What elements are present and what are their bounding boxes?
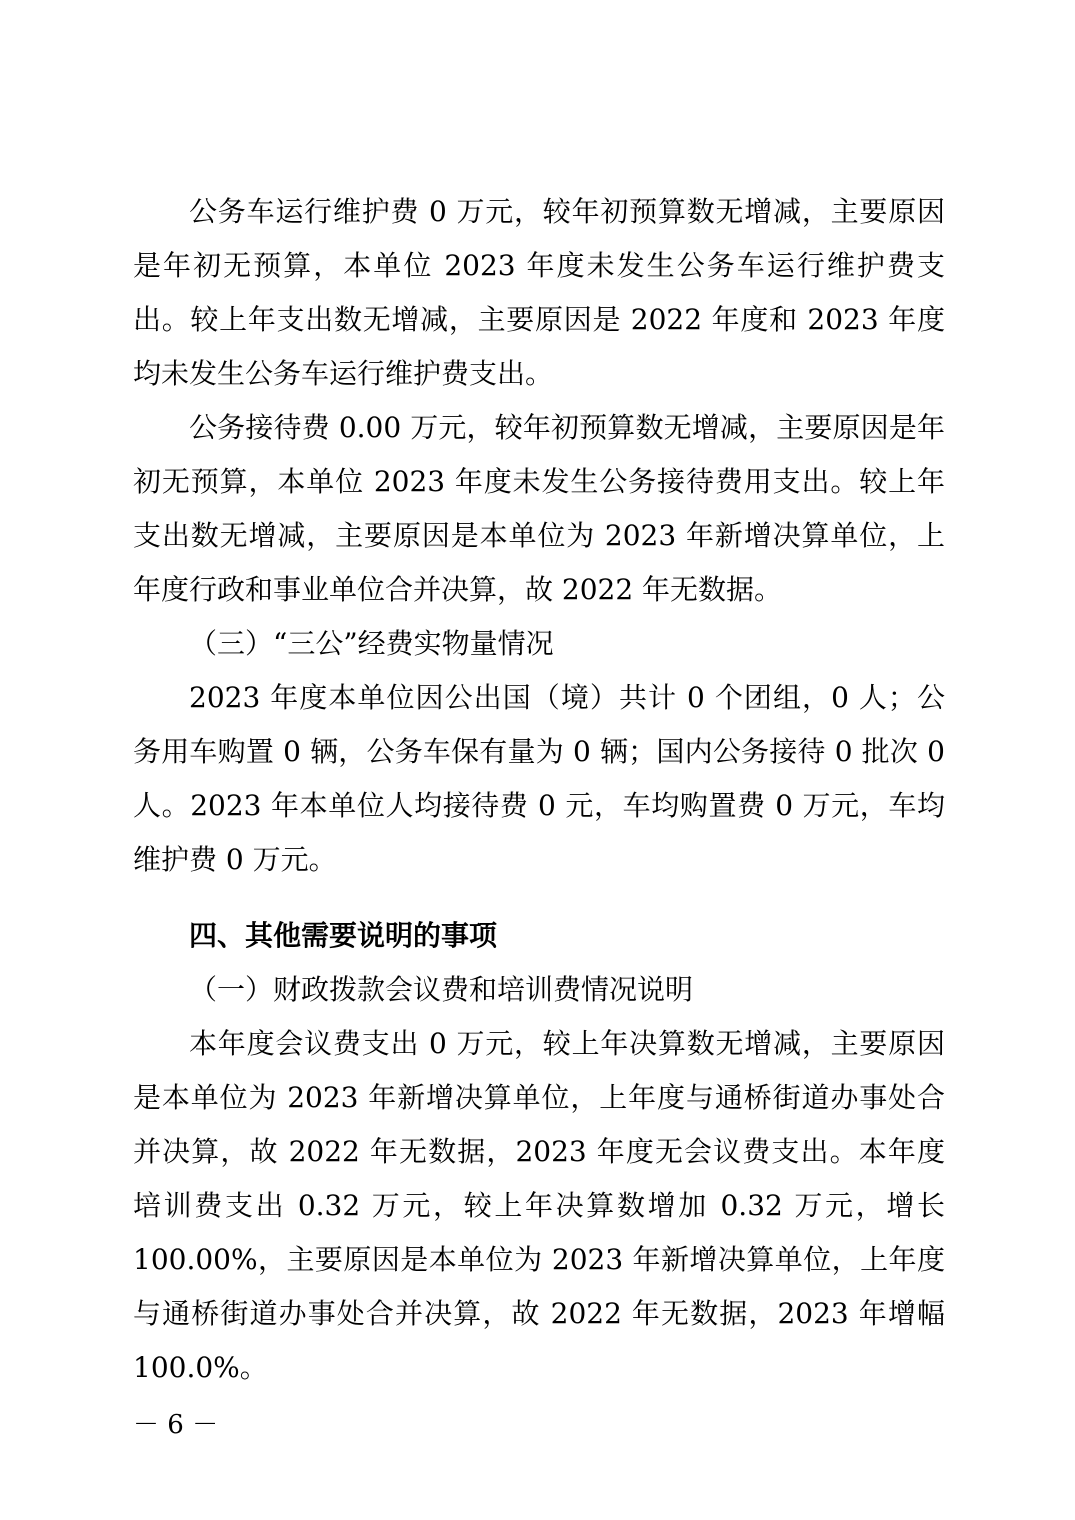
subheading-three-public-physical-quantity: （三）“三公”经费实物量情况 [189, 627, 554, 660]
subheading-meeting-training-fee: （一）财政拨款会议费和培训费情况说明 [189, 973, 694, 1006]
heading-section-four: 四、其他需要说明的事项 [189, 919, 498, 952]
paragraph-reception-fee: 公务接待费 0.00 万元，较年初预算数无增减，主要原因是年初无预算，本单位 2023 年度未发生公务接待费用支出。较上年支出数无增减，主要原因是本单位为 2023 年新增决算单位，上年度行政和事业单位合并决算，故 2022 年无数据。 [133, 411, 945, 606]
paragraph-vehicle-maintenance-fee: 公务车运行维护费 0 万元，较年初预算数无增减，主要原因是年初无预算，本单位 2023 年度未发生公务车运行维护费支出。较上年支出数无增减，主要原因是 2022 年度和 2023 年度均未发生公务车运行维护费支出。 [133, 195, 945, 390]
page-number: － 6 － [133, 1410, 219, 1440]
paragraph-physical-quantity: 2023 年度本单位因公出国（境）共计 0 个团组，0 人；公务用车购置 0 辆，公务车保有量为 0 辆；国内公务接待 0 批次 0 人。2023 年本单位人均接待费 0 元，车均购置费 0 万元，车均维护费 0 万元。 [133, 681, 945, 876]
document-body [133, 185, 945, 1395]
paragraph-meeting-training-fee: 本年度会议费支出 0 万元，较上年决算数无增减，主要原因是本单位为 2023 年新增决算单位，上年度与通桥街道办事处合并决算，故 2022 年无数据，2023 年度无会议费支出。本年度培训费支出 0.32 万元，较上年决算数增加 0.32 万元，增长 100.00%，主要原因是本单位为 2023 年新增决算单位，上年度与通桥街道办事处合并决算，故 2022 年无数据，2023 年增幅 100.0%。 [133, 1027, 945, 1384]
